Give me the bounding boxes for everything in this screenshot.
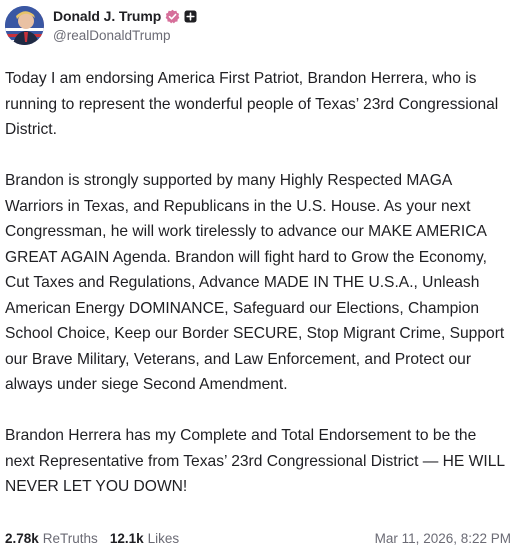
avatar[interactable] bbox=[5, 6, 44, 45]
likes-label: Likes bbox=[147, 530, 180, 546]
author-display-name[interactable]: Donald J. Trump bbox=[53, 8, 162, 24]
post-footer bbox=[5, 527, 511, 549]
author-handle[interactable]: @realDonaldTrump bbox=[53, 28, 171, 43]
post-paragraph: Brandon Herrera has my Complete and Total Endorsement to be the next Representative from Texas’ 23rd Congressional District — HE WILL NEVER LET YOU DOWN! bbox=[5, 427, 505, 495]
name-row bbox=[53, 7, 197, 25]
retruths-count: 2.78k bbox=[5, 530, 39, 546]
post-header bbox=[5, 5, 197, 45]
verified-badge-icon bbox=[165, 9, 180, 24]
author-info bbox=[53, 7, 197, 43]
likes-stat[interactable] bbox=[110, 531, 179, 546]
likes-count: 12.1k bbox=[109, 530, 144, 546]
post-paragraph: Today I am endorsing America First Patriot, Brandon Herrera, who is running to represent the wonderful people of Texas’ 23rd Congressional District. bbox=[5, 70, 499, 138]
square-badge-icon bbox=[184, 10, 197, 23]
post-body bbox=[5, 66, 510, 500]
post-paragraph: Brandon is strongly supported by many Highly Respected MAGA Warriors in Texas, and Republicans in the U.S. House. As your next Congressman, he will work tirelessly to advance our MAKE AMERICA GREAT AGAIN Agenda. Brandon will fight hard to Grow the Economy, Cut Taxes and Regulations, Advance MADE IN THE U.S.A., Unleash American Energy DOMINANCE, Safeguard our Elections, Champion School Choice, Keep our Border SECURE, Stop Migrant Crime, Support our Brave Military, Veterans, and Law Enforcement, and Protect our always under siege Second Amendment. bbox=[5, 172, 505, 393]
post-timestamp[interactable]: Mar 11, 2026, 8:22 PM bbox=[374, 530, 511, 546]
retruths-stat[interactable] bbox=[5, 531, 98, 546]
retruths-label: ReTruths bbox=[42, 530, 98, 546]
